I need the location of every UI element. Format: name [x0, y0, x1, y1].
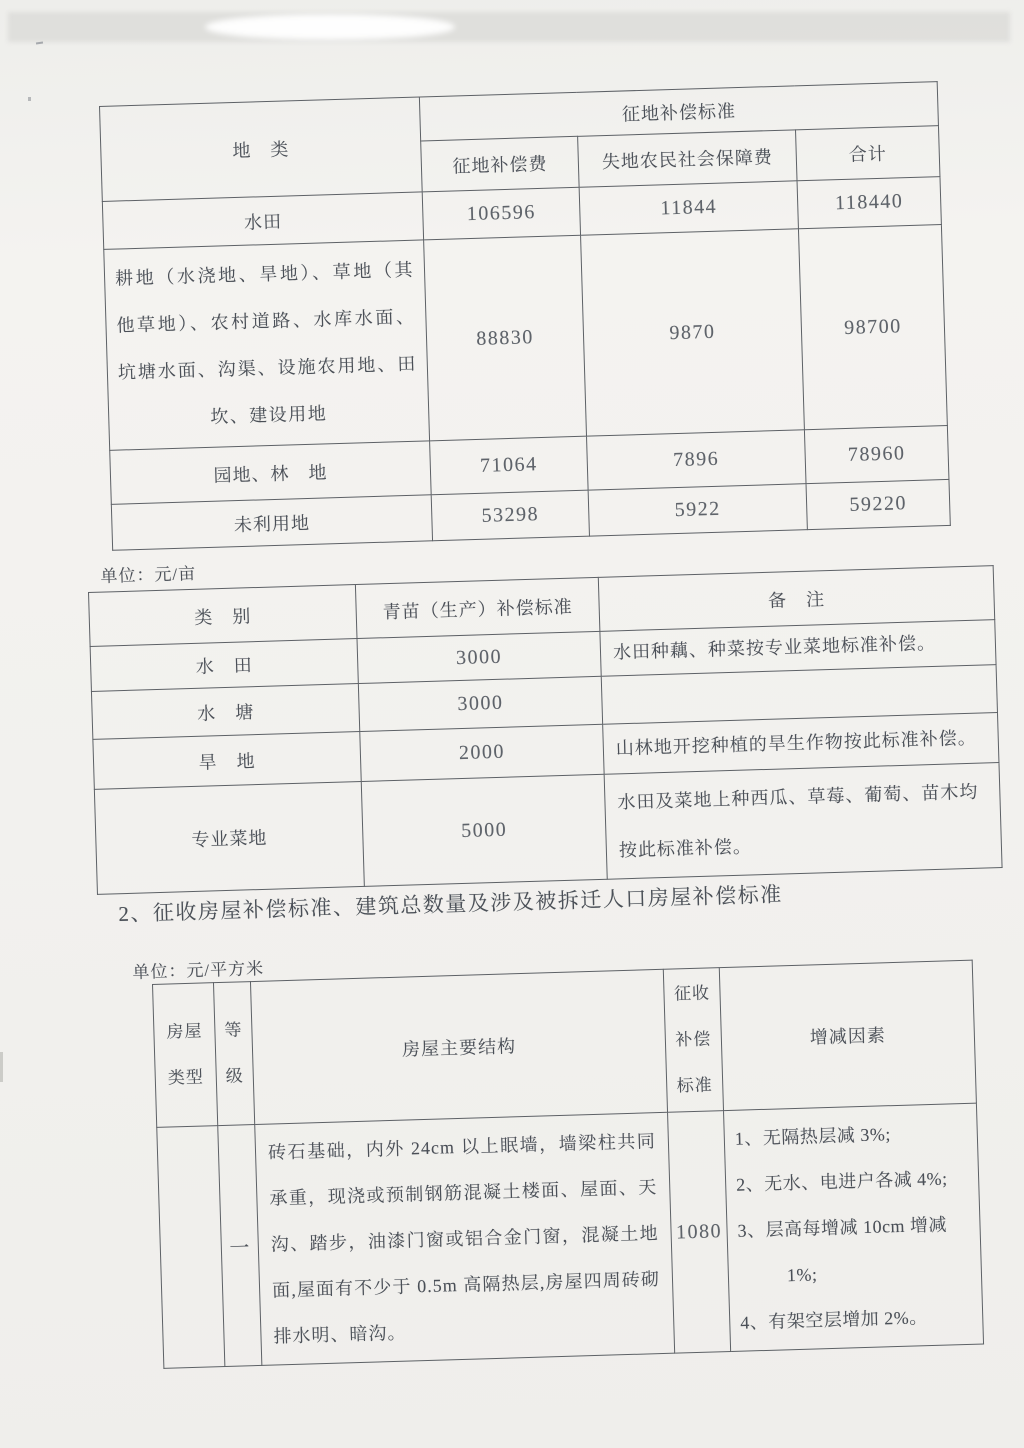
- cell-standard: 2000: [360, 724, 604, 781]
- cell-category: 水 田: [90, 639, 358, 692]
- pencil-mark: [28, 97, 31, 101]
- crop-compensation-table: [88, 565, 1003, 895]
- cell-land-type: 未利用地: [111, 495, 432, 550]
- header-cell-structure: 房屋主要结构: [250, 969, 667, 1124]
- unit-label-per-sqm: 单位：元/平方米: [132, 959, 265, 982]
- cell-total: 78960: [804, 425, 949, 483]
- cell-fee: 71064: [430, 436, 589, 495]
- cell-land-type: 园地、林 地: [110, 441, 431, 504]
- cell-social: 7896: [587, 430, 807, 490]
- cell-total: 118440: [797, 177, 941, 229]
- scanner-artifact-highlight: [205, 14, 455, 40]
- header-cell-category: 类 别: [89, 585, 357, 647]
- cell-social: 9870: [581, 229, 805, 436]
- cell-fee: 106596: [422, 187, 580, 240]
- header-cell-total: 合计: [796, 126, 940, 181]
- scanner-artifact-band: [8, 12, 1010, 42]
- page-edge-mark: [0, 1052, 3, 1082]
- header-cell-land-type: 地 类: [100, 97, 423, 201]
- cell-house-type: [157, 1126, 225, 1369]
- cell-social: 5922: [588, 484, 807, 536]
- header-cell-standard: 征收 补偿 标准: [663, 968, 723, 1113]
- factor-list: [724, 1105, 983, 1350]
- table-row: [157, 1103, 984, 1368]
- cell-standard: 3000: [357, 631, 601, 683]
- header-cell-grade: 等 级: [213, 982, 254, 1126]
- section-heading: 2、征收房屋补偿标准、建筑总数量及涉及被拆迁人口房屋补偿标准: [118, 882, 784, 926]
- cell-category: 旱 地: [93, 731, 361, 789]
- cell-category: 水 塘: [91, 684, 359, 740]
- cell-standard: 3000: [358, 676, 602, 731]
- cell-structure: 砖石基础，内外 24cm 以上眠墙，墙梁柱共同承重，现浇或预制钢筋混凝土楼面、屋面、天沟、踏步，油漆门窗或铝合金门窗，混凝土地面,屋面有不少于 0.5m 高隔热层,房屋四周砖砌排水明、暗沟。: [255, 1112, 675, 1365]
- factor-item: 1、无隔热层减 3%;: [734, 1124, 892, 1149]
- header-cell-house-type: 房屋 类型: [153, 983, 218, 1128]
- cell-social: 11844: [579, 181, 798, 235]
- cell-remark: 水田及菜地上种西瓜、草莓、葡萄、苗木均按此标准补偿。: [604, 763, 1002, 880]
- header-cell-crop-standard: 青苗（生产）补偿标准: [355, 577, 599, 638]
- cell-category: 专业菜地: [94, 781, 364, 894]
- cell-land-type: 水田: [102, 192, 423, 249]
- cell-factors: [724, 1103, 984, 1351]
- cell-land-type: 耕地（水浇地、旱地）、草地（其他草地）、农村道路、水库水面、坑塘水面、沟渠、设施农用地、田坎、建设用地: [104, 240, 430, 450]
- cell-remark: 山林地开挖种植的旱生作物按此标准补偿。: [603, 713, 999, 775]
- cell-fee: 88830: [424, 235, 587, 441]
- header-cell-factors: 增减因素: [719, 960, 976, 1110]
- pencil-mark: [36, 42, 43, 45]
- unit-label-per-mu: 单位：元/亩: [100, 564, 197, 586]
- house-compensation-table: [152, 960, 984, 1369]
- header-cell-social-security: 失地农民社会保障费: [578, 130, 797, 187]
- factor-item: 4、有架空层增加 2%。: [740, 1307, 929, 1333]
- factor-item: 2、无水、电进户各减 4%;: [735, 1168, 948, 1195]
- header-cell-fee: 征地补偿费: [421, 136, 579, 192]
- cell-total: 98700: [798, 225, 947, 430]
- land-compensation-table: [99, 81, 951, 551]
- cell-total: 59220: [806, 479, 950, 529]
- cell-fee: 53298: [431, 490, 589, 541]
- cell-remark: 水田种藕、种菜按专业菜地标准补偿。: [600, 620, 996, 677]
- table-header-row: [153, 960, 977, 1127]
- header-cell-remark: 备 注: [598, 566, 994, 632]
- header-cell-compensation-group: 征地补偿标准: [419, 82, 938, 141]
- cell-standard: 1080: [668, 1111, 731, 1354]
- table-row: [104, 225, 948, 451]
- cell-grade: 一: [218, 1125, 262, 1367]
- cell-standard: 5000: [361, 774, 607, 886]
- factor-item: 3、层高每增减 10cm 增减 1%;: [737, 1214, 948, 1286]
